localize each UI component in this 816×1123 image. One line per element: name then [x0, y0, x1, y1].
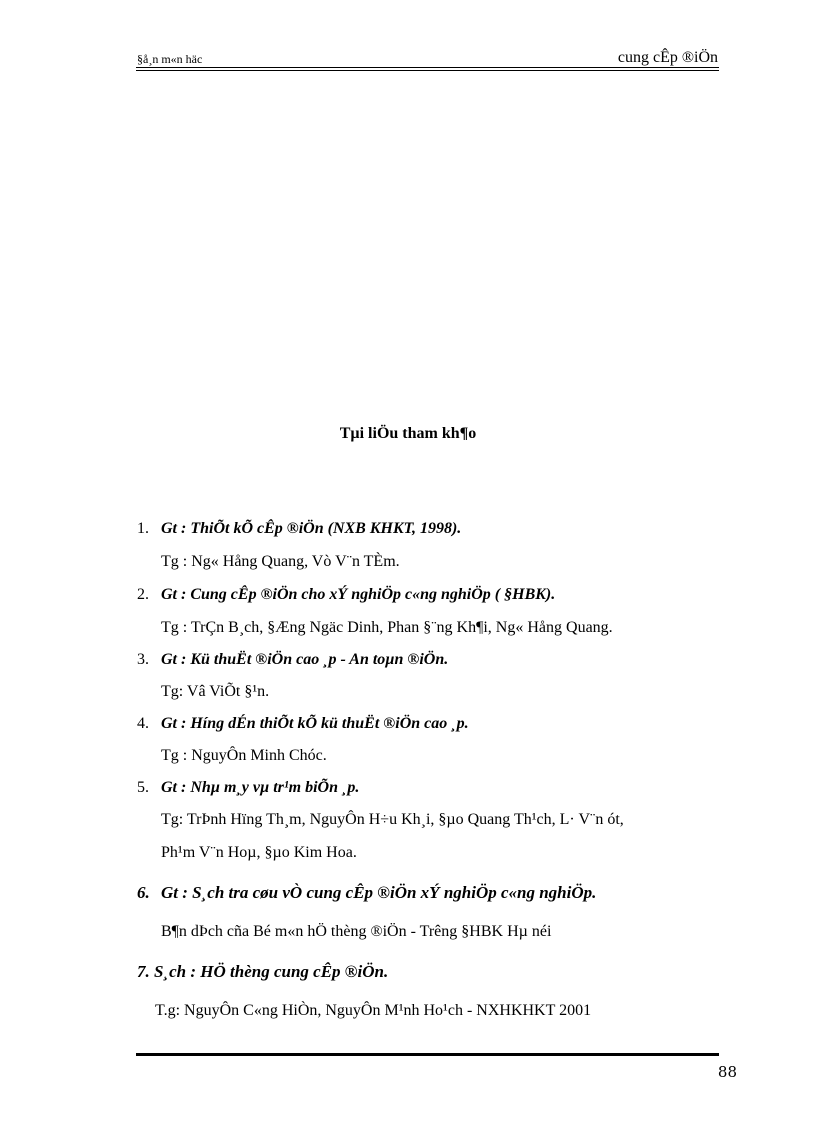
- reference-item-5: [137, 779, 359, 797]
- reference-number: 2.: [137, 586, 149, 603]
- reference-book: Gt : Cung cÊp ®iÖn cho xÝ nghiÖp c«ng nghiÖp ( §HBK).: [161, 586, 556, 603]
- reference-authors: Tg: TrÞnh Hïng Th¸m, NguyÔn H÷u Kh¸i, §µo Quang Th¹ch, L· V¨n ót,: [161, 811, 624, 828]
- reference-item-4: [137, 715, 469, 733]
- page-title: Tµi liÖu tham kh¶o: [339, 425, 477, 442]
- reference-book: Gt : Híng dÉn thiÕt kÕ kü thuËt ®iÖn cao ¸p.: [161, 715, 469, 732]
- reference-book: Gt : Nhµ m¸y vµ tr¹m biÕn ¸p.: [161, 779, 360, 796]
- reference-item-2: [137, 586, 555, 604]
- header-course: §å¸n m«n häc: [137, 52, 203, 66]
- reference-number: 4.: [137, 715, 149, 732]
- reference-authors: T.g: NguyÔn C«ng HiÒn, NguyÔn M¹nh Ho¹ch - NXHKHKT 2001: [155, 1002, 592, 1019]
- reference-number: 5.: [137, 779, 149, 796]
- header-rule-thin: [136, 70, 719, 71]
- reference-authors: B¶n dÞch cña Bé m«n hÖ thèng ®iÖn - Trêng §HBK Hµ néi: [161, 923, 552, 940]
- reference-book: Gt : ThiÕt kÕ cÊp ®iÖn (NXB KHKT, 1998).: [161, 520, 462, 537]
- reference-item-7: [137, 962, 388, 982]
- reference-authors: Tg : TrÇn B¸ch, §Æng Ngäc Dinh, Phan §¨ng Kh¶i, Ng« Hång Quang.: [161, 619, 613, 636]
- reference-authors-continued: Ph¹m V¨n Hoµ, §µo Kim Hoa.: [161, 844, 357, 861]
- reference-authors: Tg : Ng« Hång Quang, Vò V¨n TÈm.: [161, 553, 400, 570]
- reference-number: 6.: [137, 883, 150, 902]
- footer-rule: [136, 1053, 719, 1056]
- reference-number: 1.: [137, 520, 149, 537]
- reference-number: 7.: [137, 962, 150, 981]
- reference-book: Gt : S¸ch tra cøu vÒ cung cÊp ®iÖn xÝ nghiÖp c«ng nghiÖp.: [161, 883, 597, 902]
- reference-authors: Tg : NguyÔn Minh Chóc.: [161, 747, 327, 764]
- reference-book: S¸ch : HÖ thèng cung cÊp ®iÖn.: [154, 962, 389, 981]
- reference-item-6: [137, 883, 596, 903]
- header-subject: cung cÊp ®iÖn: [617, 49, 718, 66]
- reference-number: 3.: [137, 651, 149, 668]
- reference-book: Gt : Kü thuËt ®iÖn cao ¸p - An toµn ®iÖn.: [161, 651, 449, 668]
- header-rule: [136, 67, 719, 68]
- page-number: 88: [717, 1063, 737, 1081]
- reference-item-3: [137, 651, 448, 669]
- reference-authors: Tg: Vâ ViÕt §¹n.: [161, 683, 270, 700]
- reference-item-1: [137, 520, 461, 538]
